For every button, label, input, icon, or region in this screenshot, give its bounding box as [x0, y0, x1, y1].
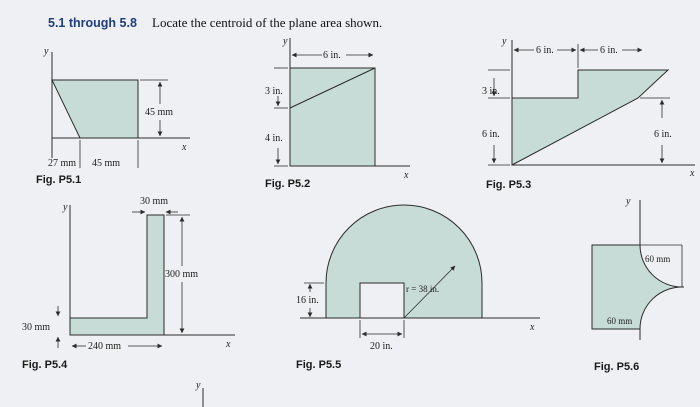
p5-3-dim-right: 6 in. — [654, 129, 672, 140]
p5-2-dim-lower: 4 in. — [265, 133, 283, 144]
p5-3-y-label: y — [502, 36, 507, 47]
figure-next-partial — [195, 380, 203, 407]
p5-5-caption: Fig. P5.5 — [296, 359, 342, 371]
p5-2-caption: Fig. P5.2 — [265, 178, 311, 190]
problem-number-range: 5.1 through 5.8 — [48, 16, 137, 30]
p5-6-dim-top: 60 mm — [645, 254, 671, 264]
p5-3-x-label: x — [690, 168, 695, 179]
p5-4-y-label: y — [63, 202, 68, 213]
p5-3-dim-left-upper: 3 in. — [482, 86, 500, 97]
p5-1-area — [52, 80, 138, 138]
p5-1-y-label: y — [44, 46, 49, 57]
p5-1-dim-bottom-left: 27 mm — [48, 158, 77, 169]
p5-5-area — [326, 205, 482, 318]
p5-4-caption: Fig. P5.4 — [22, 359, 68, 371]
p5-1-dim-bottom-right: 45 mm — [92, 158, 121, 169]
p5-2-x-label: x — [404, 170, 409, 181]
p5-3-dim-top-left: 6 in. — [536, 45, 554, 56]
p5-5-dim-height: 16 in. — [296, 295, 319, 306]
figure-p5-5 — [296, 205, 540, 371]
figure-p5-4 — [22, 196, 235, 371]
p5-4-dim-thickness: 30 mm — [22, 322, 51, 333]
p5-4-area — [70, 215, 164, 335]
figure-p5-3 — [482, 36, 695, 191]
p5-6-y-label: y — [626, 196, 631, 207]
p5-1-x-label: x — [182, 142, 187, 153]
p5-2-y-label: y — [283, 36, 288, 47]
figure-p5-1 — [36, 46, 190, 186]
p5-4-dim-width: 240 mm — [88, 341, 122, 352]
problem-instruction: Locate the centroid of the plane area shown. — [152, 15, 383, 30]
p5-1-dim-height: 45 mm — [145, 107, 174, 118]
p5-3-dim-top-right: 6 in. — [600, 45, 618, 56]
p5-2-dim-top: 6 in. — [323, 50, 341, 61]
p5-2-area — [290, 68, 375, 166]
p5-5-dim-radius: r = 38 in. — [406, 284, 440, 294]
p5-1-caption: Fig. P5.1 — [36, 174, 82, 186]
figure-p5-6 — [592, 196, 684, 373]
p5-4-dim-top: 30 mm — [140, 196, 169, 207]
p5-6-caption: Fig. P5.6 — [594, 361, 640, 373]
p5-5-x-label: x — [530, 322, 535, 333]
p5-3-dim-left-lower: 6 in. — [482, 129, 500, 140]
p5-2-dim-upper: 3 in. — [265, 86, 283, 97]
p5-6-dim-bottom: 60 mm — [607, 316, 633, 326]
figure-p5-2 — [265, 36, 410, 190]
p5-4-dim-height: 300 mm — [165, 269, 199, 280]
p5-5-dim-gap: 20 in. — [370, 341, 393, 352]
p5-3-caption: Fig. P5.3 — [486, 179, 532, 191]
p5-3-area — [512, 70, 668, 165]
next-y-label: y — [196, 380, 201, 391]
p5-4-x-label: x — [226, 339, 231, 350]
